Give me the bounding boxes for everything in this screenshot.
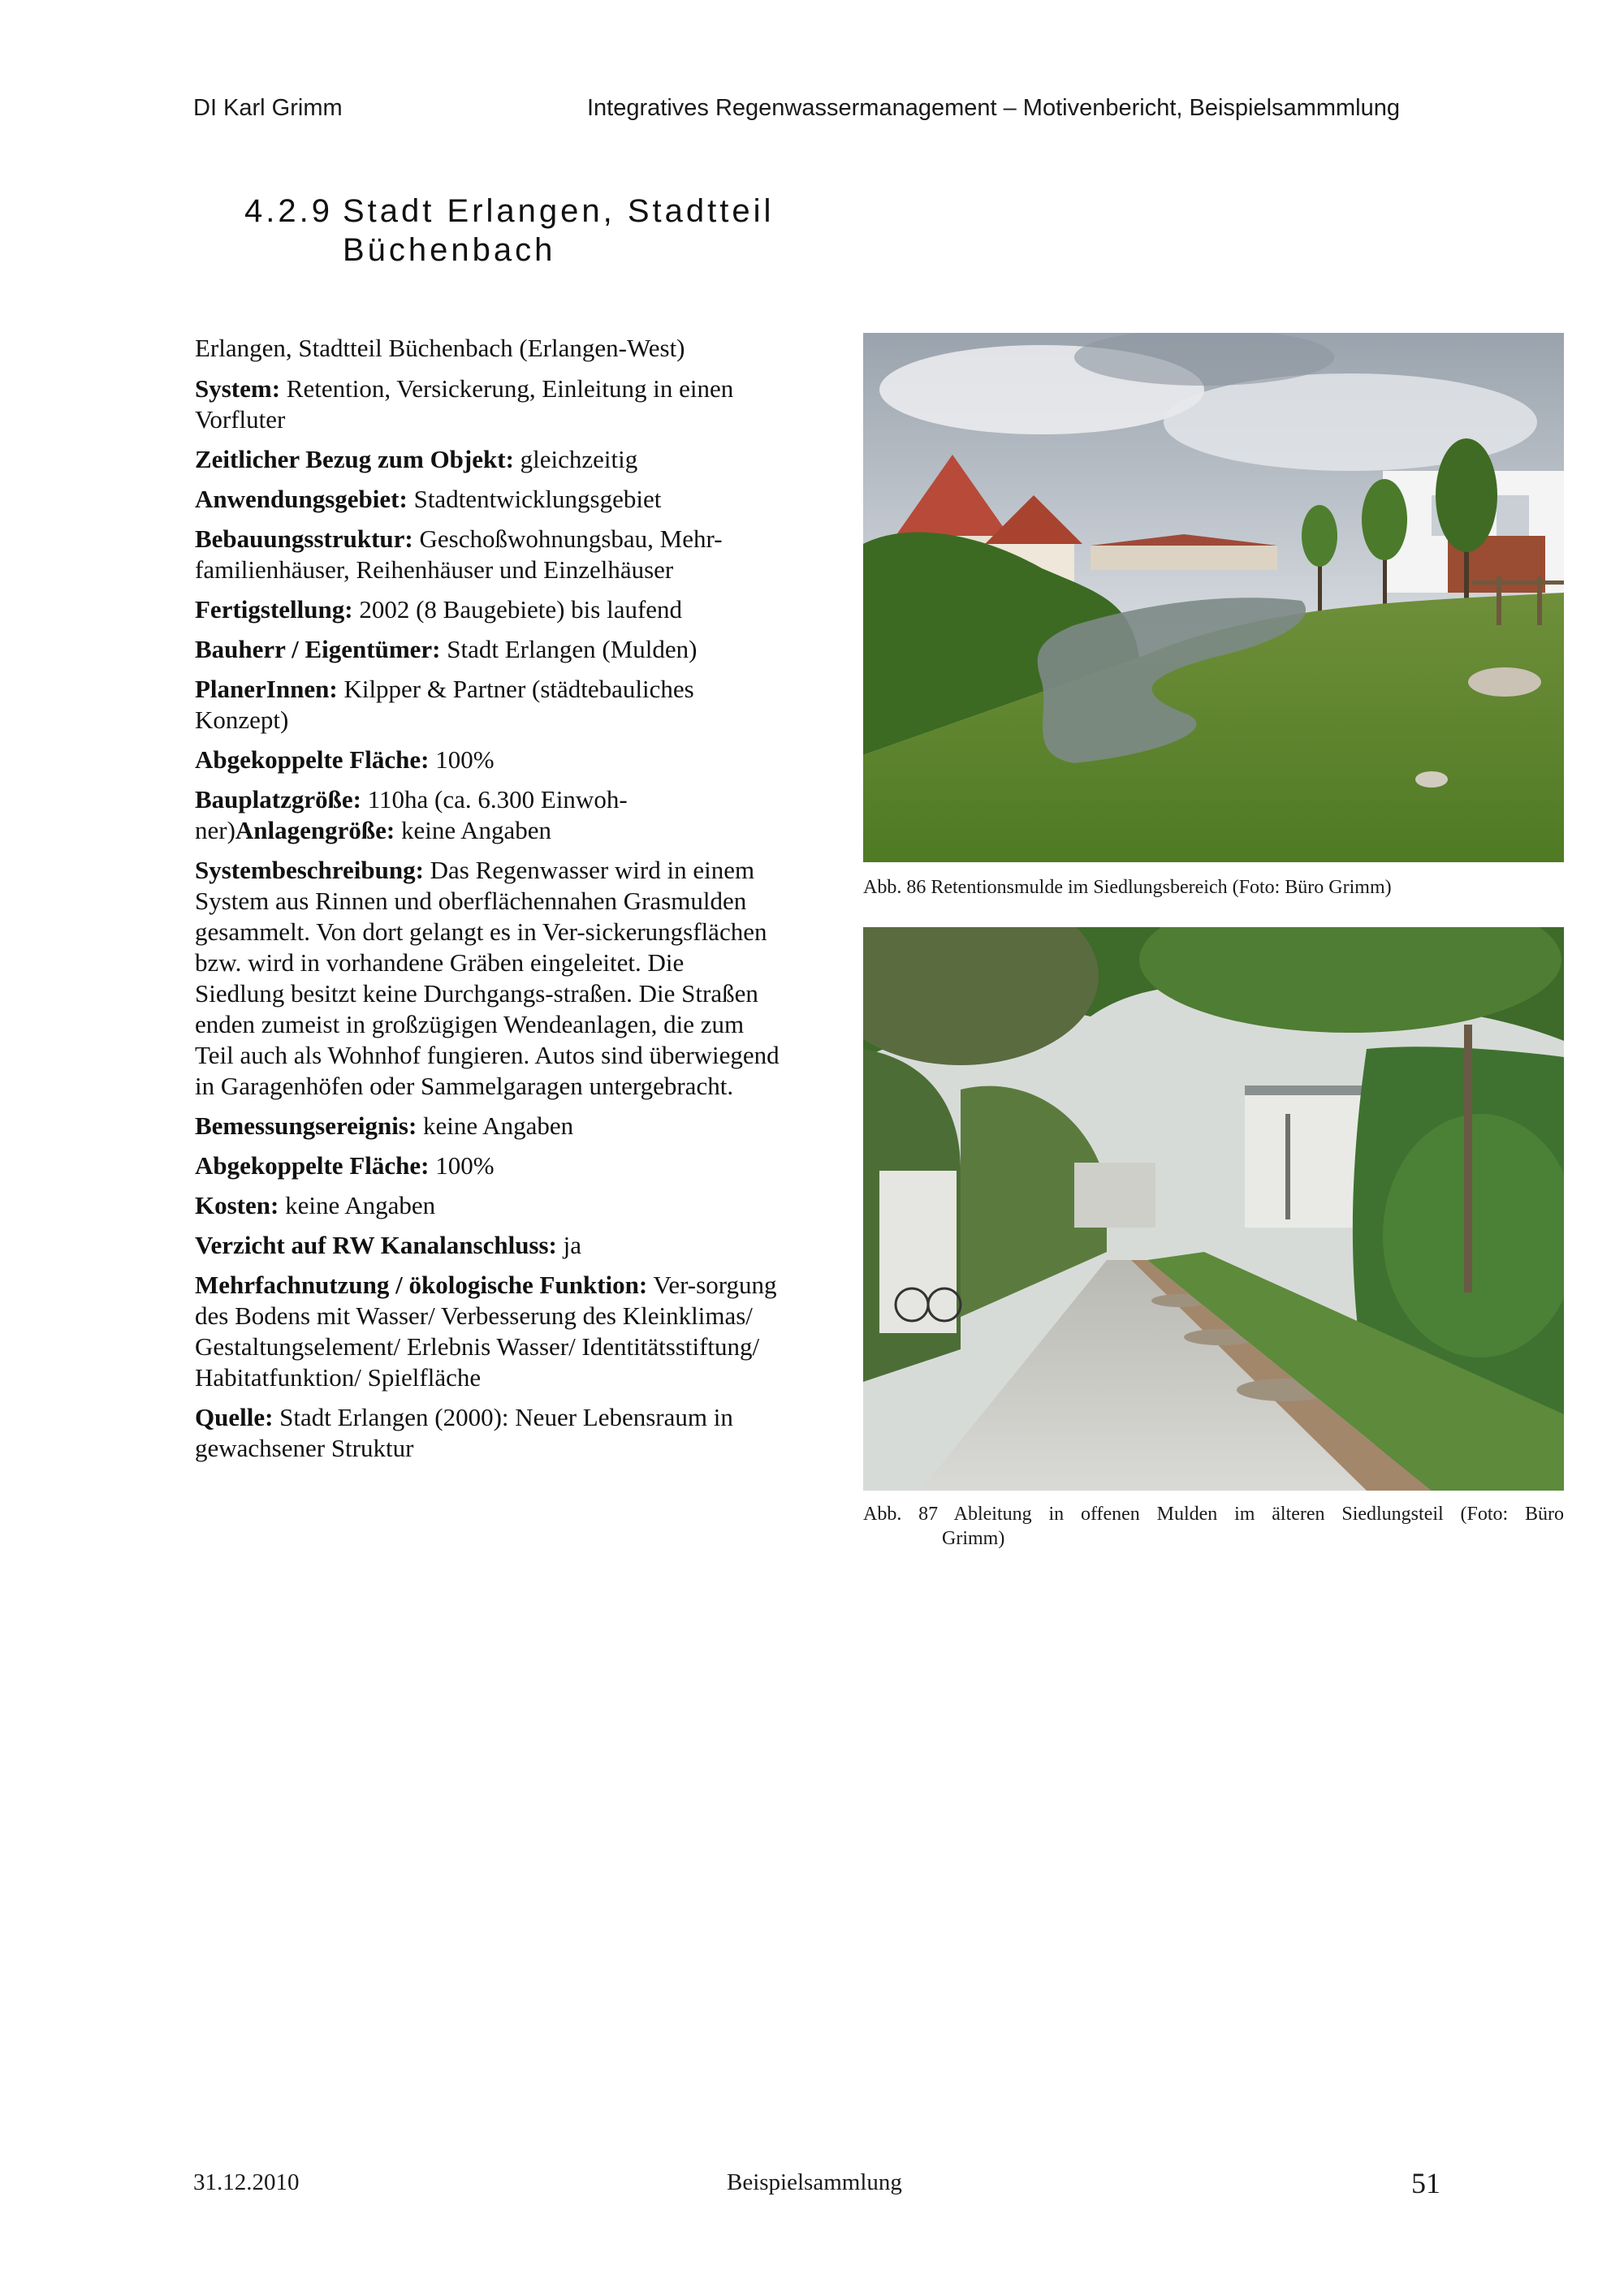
entry-label: Fertigstellung: — [195, 595, 353, 624]
entry-label: Abgekoppelte Fläche: — [195, 1151, 430, 1180]
section-title: Stadt Erlangen, Stadtteil Büchenbach — [343, 193, 775, 268]
entry-sewer-waiver — [195, 1230, 780, 1261]
entry-label: Verzicht auf RW Kanalanschluss: — [195, 1231, 557, 1259]
figure-caption-87-line1: Abb. 87 Ableitung in offenen Mulden im älteren Siedlungsteil (Foto: Büro — [863, 1504, 1564, 1525]
entry-building-structure — [195, 524, 780, 585]
entry-value: Stadtentwicklungsgebiet — [407, 485, 662, 513]
retention-swale-photo-image — [863, 333, 1564, 862]
entry-value: 100% — [429, 745, 495, 774]
path-swales-photo-image — [863, 927, 1564, 1491]
section-number: 4.2.9 — [244, 193, 333, 229]
entry-value: Retention, Versickerung, Einleitung in einen Vorfluter — [195, 374, 734, 434]
entry-label: Anwendungsgebiet: — [195, 485, 408, 513]
entry-value: ja — [556, 1231, 582, 1259]
entry-design-event — [195, 1111, 780, 1142]
entry-value: 110ha (ca. 6.300 Einwoh-ner) — [195, 785, 628, 844]
entry-completion — [195, 594, 780, 625]
entry-value: Stadt Erlangen (2000): Neuer Lebensraum in gewachsener Struktur — [195, 1403, 733, 1462]
entry-label: Systembeschreibung: — [195, 856, 424, 884]
figure-caption-86: Abb. 86 Retentionsmulde im Siedlungsbereich (Foto: Büro Grimm) — [863, 877, 1392, 898]
figure-caption-87-line2: Grimm) — [942, 1528, 1005, 1549]
entry-label: Kosten: — [195, 1191, 279, 1219]
entry-time-reference — [195, 444, 780, 475]
header-title: Integratives Regenwassermanagement – Motivenbericht, Beispielsammmlung — [587, 95, 1400, 121]
footer-date: 31.12.2010 — [193, 2169, 300, 2195]
entry-disconnected-area — [195, 1150, 780, 1181]
entry-label: Bauherr / Eigentümer: — [195, 635, 441, 663]
entry-costs — [195, 1190, 780, 1221]
entry-application-area — [195, 484, 780, 515]
entry-label: System: — [195, 374, 281, 403]
entry-value: Kilpper & Partner (städtebauliches Konzept) — [195, 675, 694, 734]
entry-label: Zeitlicher Bezug zum Objekt: — [195, 445, 514, 473]
page-number: 51 — [1411, 2167, 1440, 2199]
entry-multi-use — [195, 1270, 780, 1393]
entry-value: keine Angaben — [417, 1111, 574, 1140]
entry-value: Geschoßwohnungsbau, Mehr-familienhäuser, Reihenhäuser und Einzelhäuser — [195, 524, 723, 584]
entry-label: Bebauungsstruktur: — [195, 524, 413, 553]
entry-label: Anlagengröße: — [235, 816, 395, 844]
entry-value: Ver-sorgung des Bodens mit Wasser/ Verbesserung des Kleinklimas/ Gestaltungselement/ Erlebnis Wasser/ Identitätsstiftung/ Habitatfunktion/ Spielfläche — [195, 1271, 777, 1392]
entry-system — [195, 373, 780, 435]
entry-label: Bemessungsereignis: — [195, 1111, 417, 1140]
intro-line: Erlangen, Stadtteil Büchenbach (Erlangen-West) — [195, 334, 685, 362]
entry-label: Bauplatzgröße: — [195, 785, 361, 814]
retention-swale-photo — [863, 333, 1564, 862]
entry-value: keine Angaben — [395, 816, 552, 844]
entry-value: Stadt Erlangen (Mulden) — [440, 635, 698, 663]
entry-system-description — [195, 855, 780, 1102]
entry-plot-size — [195, 784, 780, 846]
project-details — [195, 333, 780, 1473]
path-swales-photo — [863, 927, 1564, 1491]
entry-label: PlanerInnen: — [195, 675, 338, 703]
entry-value: gleichzeitig — [513, 445, 638, 473]
entry-source — [195, 1402, 780, 1464]
entry-value: keine Angaben — [279, 1191, 436, 1219]
entry-value: 2002 (8 Baugebiete) bis laufend — [352, 595, 683, 624]
entry-value: Das Regenwasser wird in einem System aus Rinnen und oberflächennahen Grasmulden gesammelt. Von dort gelangt es in Ver-sickerungsflächen bzw. wird in vorhandene Gräben eingeleitet. Die Siedlung besitzt keine Durchgangs-straßen. Die Straßen enden zumeist in großzügigen Wendeanlagen, die zum Teil auch als Wohnhof fungieren. Autos sind überwiegend in Garagenhöfen oder Sammelgaragen untergebracht. — [195, 856, 780, 1100]
header-author: DI Karl Grimm — [193, 95, 343, 121]
entry-planners — [195, 674, 780, 736]
footer-section: Beispielsammlung — [727, 2169, 902, 2195]
entry-label: Abgekoppelte Fläche: — [195, 745, 430, 774]
entry-label: Mehrfachnutzung / ökologische Funktion: — [195, 1271, 648, 1299]
entry-disconnected-area — [195, 744, 780, 775]
entry-value: 100% — [429, 1151, 495, 1180]
entry-label: Quelle: — [195, 1403, 274, 1431]
figure-caption-87 — [863, 1502, 1564, 1551]
entry-owner — [195, 634, 780, 665]
